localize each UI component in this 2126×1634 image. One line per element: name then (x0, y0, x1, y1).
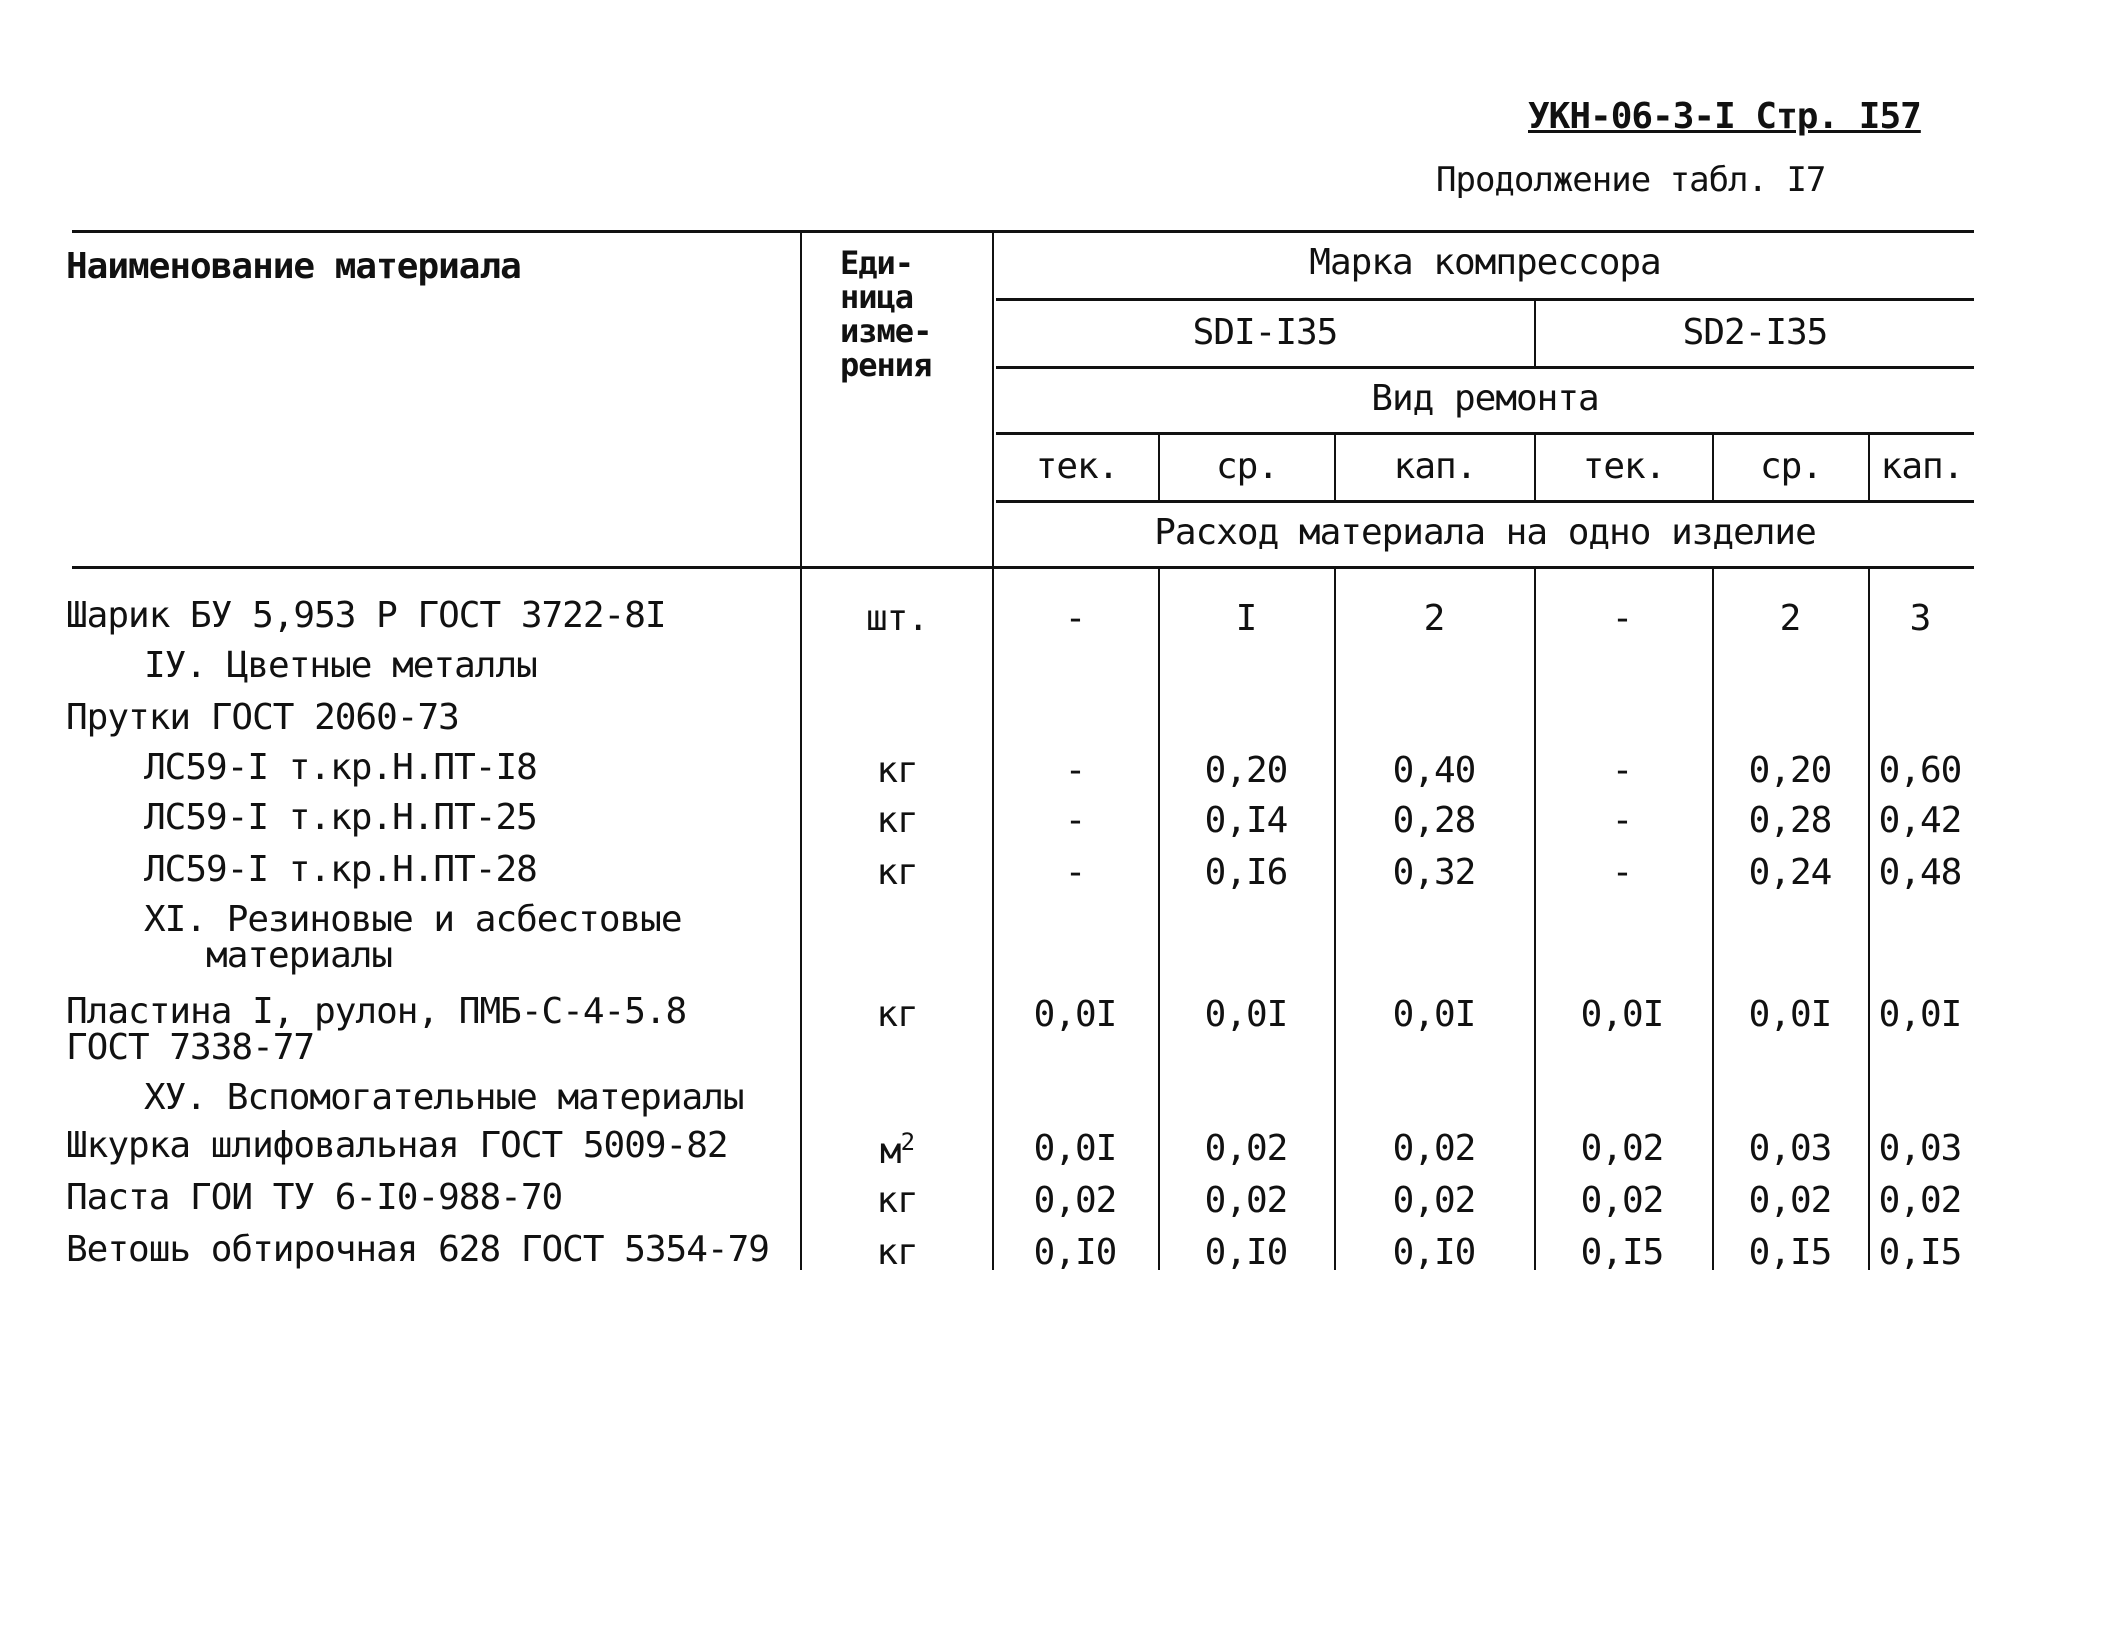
value-cell: 0,02 (1748, 1180, 1832, 1221)
value-cell: - (1611, 800, 1633, 841)
value-cell: 2 (1423, 598, 1445, 639)
value-cell: 3 (1909, 598, 1931, 639)
value-cell: 0,0I (1033, 994, 1117, 1035)
material-name: Ветошь обтирочная 628 ГОСТ 5354-79 (66, 1229, 769, 1270)
value-cell: 0,20 (1204, 750, 1288, 791)
value-cell: - (1611, 598, 1633, 639)
value-cell: 0,02 (1580, 1128, 1664, 1169)
material-name: ЛС59-I т.кр.Н.ПТ-I8 (144, 747, 537, 788)
table-top-rule (72, 230, 1974, 233)
value-cell: I (1235, 598, 1257, 639)
value-cell: 0,0I (1204, 994, 1288, 1035)
material-name: ЛС59-I т.кр.Н.ПТ-28 (144, 849, 537, 890)
unit-text: шт. (865, 598, 929, 639)
value-cell: 0,28 (1392, 800, 1476, 841)
unit-text: кг (876, 1180, 918, 1221)
value-cell: 0,I0 (1033, 1232, 1117, 1273)
unit-value (802, 1128, 992, 1172)
col-header-name: Наименование материала (66, 246, 521, 287)
value-cell: 0,02 (1204, 1180, 1288, 1221)
value-cell: 0,0I (1748, 994, 1832, 1035)
compressor-brand-header: Марка компрессора (1309, 242, 1661, 283)
repair-rule (996, 432, 1974, 435)
repair-col-5: ср. (1759, 446, 1823, 487)
value-cell: - (1064, 800, 1086, 841)
repair-type-header: Вид ремонта (1371, 378, 1599, 419)
value-cell: 0,03 (1878, 1128, 1962, 1169)
unit-text: кг (876, 994, 918, 1035)
unit-text: кг (876, 1232, 918, 1273)
header-bottom-rule (72, 566, 1974, 569)
material-name: ЛС59-I т.кр.Н.ПТ-25 (144, 797, 537, 838)
section-heading: XI. Резиновые и асбестовые материалы (144, 899, 682, 976)
value-cell: 0,02 (1878, 1180, 1962, 1221)
value-cell: 0,03 (1748, 1128, 1832, 1169)
unit-superscript: 2 (900, 1128, 915, 1156)
material-name: Прутки ГОСТ 2060-73 (66, 697, 459, 738)
model-rule (996, 366, 1974, 369)
material-name: Паста ГОИ ТУ 6-I0-988-70 (66, 1177, 563, 1218)
col-header-unit: Еди- ница изме- рения (840, 244, 932, 384)
unit-value (802, 852, 992, 893)
value-cell: 0,48 (1878, 852, 1962, 893)
document-code: УКН-06-3-I Стр. I57 (1528, 96, 1921, 137)
value-cell: 0,60 (1878, 750, 1962, 791)
model-2-header: SD2-I35 (1682, 312, 1828, 353)
value-cell: 0,0I (1392, 994, 1476, 1035)
value-cell: 0,32 (1392, 852, 1476, 893)
value-cell: 0,I6 (1204, 852, 1288, 893)
unit-text: кг (876, 800, 918, 841)
value-cell: 0,24 (1748, 852, 1832, 893)
unit-value (802, 1232, 992, 1273)
unit-value (802, 1180, 992, 1221)
value-cell: 0,02 (1392, 1128, 1476, 1169)
material-name: Шкурка шлифовальная ГОСТ 5009-82 (66, 1125, 728, 1166)
repair-col-6: кап. (1880, 446, 1964, 487)
repair-col-1: тек. (1035, 446, 1119, 487)
value-cell: - (1611, 852, 1633, 893)
table-continuation: Продолжение табл. I7 (1436, 160, 1826, 200)
unit-value (802, 994, 992, 1035)
value-cell: 0,I4 (1204, 800, 1288, 841)
unit-value (802, 800, 992, 841)
value-cell: 0,I0 (1392, 1232, 1476, 1273)
model-1-header: SDI-I35 (1192, 312, 1338, 353)
unit-text: кг (876, 750, 918, 791)
value-cell: 0,I0 (1204, 1232, 1288, 1273)
value-cell: 0,28 (1748, 800, 1832, 841)
value-cell: 0,02 (1580, 1180, 1664, 1221)
value-cell: 0,02 (1392, 1180, 1476, 1221)
repair-cols-rule (996, 500, 1974, 503)
unit-value (802, 750, 992, 791)
material-name: Шарик БУ 5,953 Р ГОСТ 3722-8I (66, 595, 666, 636)
value-cell: 0,I5 (1878, 1232, 1962, 1273)
repair-col-4: тек. (1582, 446, 1666, 487)
section-heading: IУ. Цветные металлы (144, 645, 537, 686)
brand-rule (996, 298, 1974, 301)
value-cell: 0,42 (1878, 800, 1962, 841)
value-cell: 0,02 (1033, 1180, 1117, 1221)
value-cell: - (1064, 598, 1086, 639)
value-cell: - (1064, 750, 1086, 791)
value-cell: 0,0I (1878, 994, 1962, 1035)
value-cell: 0,20 (1748, 750, 1832, 791)
value-cell: 0,I5 (1748, 1232, 1832, 1273)
value-cell: - (1611, 750, 1633, 791)
value-cell: 0,02 (1204, 1128, 1288, 1169)
value-cell: 0,40 (1392, 750, 1476, 791)
repair-col-2: ср. (1215, 446, 1279, 487)
unit-text: кг (876, 852, 918, 893)
consumption-header: Расход материала на одно изделие (1154, 512, 1816, 553)
section-heading: ХУ. Вспомогательные материалы (144, 1077, 744, 1118)
value-cell: 0,0I (1580, 994, 1664, 1035)
value-cell: 0,0I (1033, 1128, 1117, 1169)
unit-text: м (879, 1131, 901, 1172)
value-cell: 0,I5 (1580, 1232, 1664, 1273)
value-cell: 2 (1779, 598, 1801, 639)
unit-value (802, 598, 992, 639)
material-name: Пластина I, рулон, ПМБ-С-4-5.8 ГОСТ 7338-77 (66, 991, 687, 1068)
repair-col-3: кап. (1393, 446, 1477, 487)
value-cell: - (1064, 852, 1086, 893)
